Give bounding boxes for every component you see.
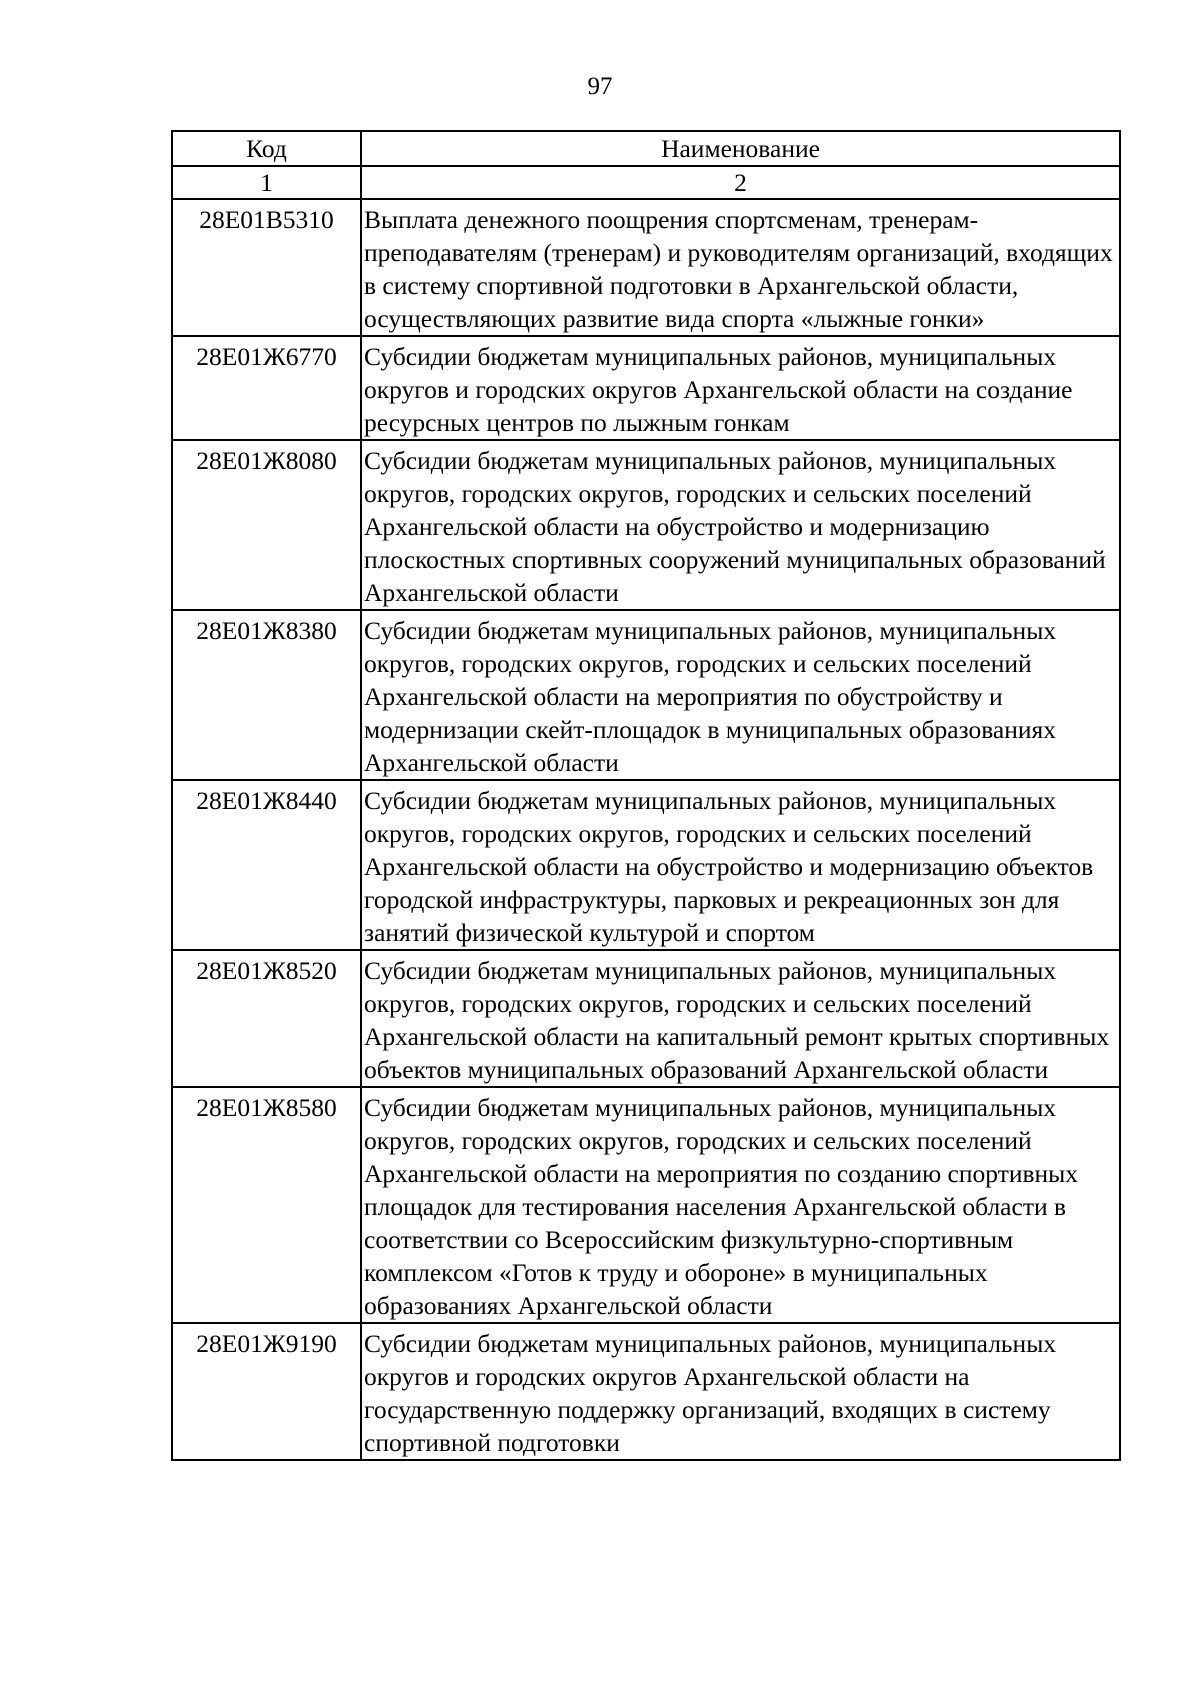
- table-row: [172, 610, 1120, 780]
- row-name: Субсидии бюджетам муниципальных районов, муниципальных округов, городских округов, городских и сельских поселений Архангельской области на обустройство и модернизацию объектов городской инфраструктуры, парковых и рекреационных зон для занятий физической культурой и спортом: [361, 780, 1120, 950]
- column-number-row: [172, 166, 1120, 199]
- row-code: 28Е01Ж8580: [172, 1087, 361, 1323]
- row-code: 28Е01В5310: [172, 199, 361, 336]
- table-row: [172, 440, 1120, 610]
- header-code: Код: [172, 131, 361, 166]
- table-row: [172, 1087, 1120, 1323]
- row-name: Субсидии бюджетам муниципальных районов, муниципальных округов, городских округов, городских и сельских поселений Архангельской области на капитальный ремонт крытых спортивных объектов муниципальных образований Архангельской области: [361, 950, 1120, 1087]
- row-code: 28Е01Ж8440: [172, 780, 361, 950]
- header-name: Наименование: [361, 131, 1120, 166]
- row-name: Субсидии бюджетам муниципальных районов, муниципальных округов и городских округов Архангельской области на создание ресурсных центров по лыжным гонкам: [361, 336, 1120, 440]
- table-row: [172, 1323, 1120, 1460]
- row-name: Субсидии бюджетам муниципальных районов, муниципальных округов, городских округов, городских и сельских поселений Архангельской области на обустройство и модернизацию плоскостных спортивных сооружений муниципальных образований Архангельской области: [361, 440, 1120, 610]
- budget-code-table: [171, 130, 1121, 1461]
- table-body: [172, 199, 1120, 1460]
- table-row: [172, 780, 1120, 950]
- row-code: 28Е01Ж6770: [172, 336, 361, 440]
- table-row: [172, 336, 1120, 440]
- row-code: 28Е01Ж8080: [172, 440, 361, 610]
- header-row: [172, 131, 1120, 166]
- row-code: 28Е01Ж9190: [172, 1323, 361, 1460]
- page-number: 97: [587, 73, 613, 100]
- row-name: Субсидии бюджетам муниципальных районов, муниципальных округов, городских округов, городских и сельских поселений Архангельской области на мероприятия по созданию спортивных площадок для тестирования населения Архангельской области в соответствии со Всероссийским физкультурно-спортивным комплексом «Готов к труду и обороне» в муниципальных образованиях Архангельской области: [361, 1087, 1120, 1323]
- row-name: Субсидии бюджетам муниципальных районов, муниципальных округов, городских округов, городских и сельских поселений Архангельской области на мероприятия по обустройству и модернизации скейт-площадок в муниципальных образованиях Архангельской области: [361, 610, 1120, 780]
- row-name: Выплата денежного поощрения спортсменам, тренерам-преподавателям (тренерам) и руководителям организаций, входящих в систему спортивной подготовки в Архангельской области, осуществляющих развитие вида спорта «лыжные гонки»: [361, 199, 1120, 336]
- table-header: [172, 131, 1120, 199]
- column-number-1: 1: [172, 166, 361, 199]
- row-code: 28Е01Ж8380: [172, 610, 361, 780]
- table-row: [172, 950, 1120, 1087]
- row-code: 28Е01Ж8520: [172, 950, 361, 1087]
- row-name: Субсидии бюджетам муниципальных районов, муниципальных округов и городских округов Архангельской области на государственную поддержку организаций, входящих в систему спортивной подготовки: [361, 1323, 1120, 1460]
- table-row: [172, 199, 1120, 336]
- column-number-2: 2: [361, 166, 1120, 199]
